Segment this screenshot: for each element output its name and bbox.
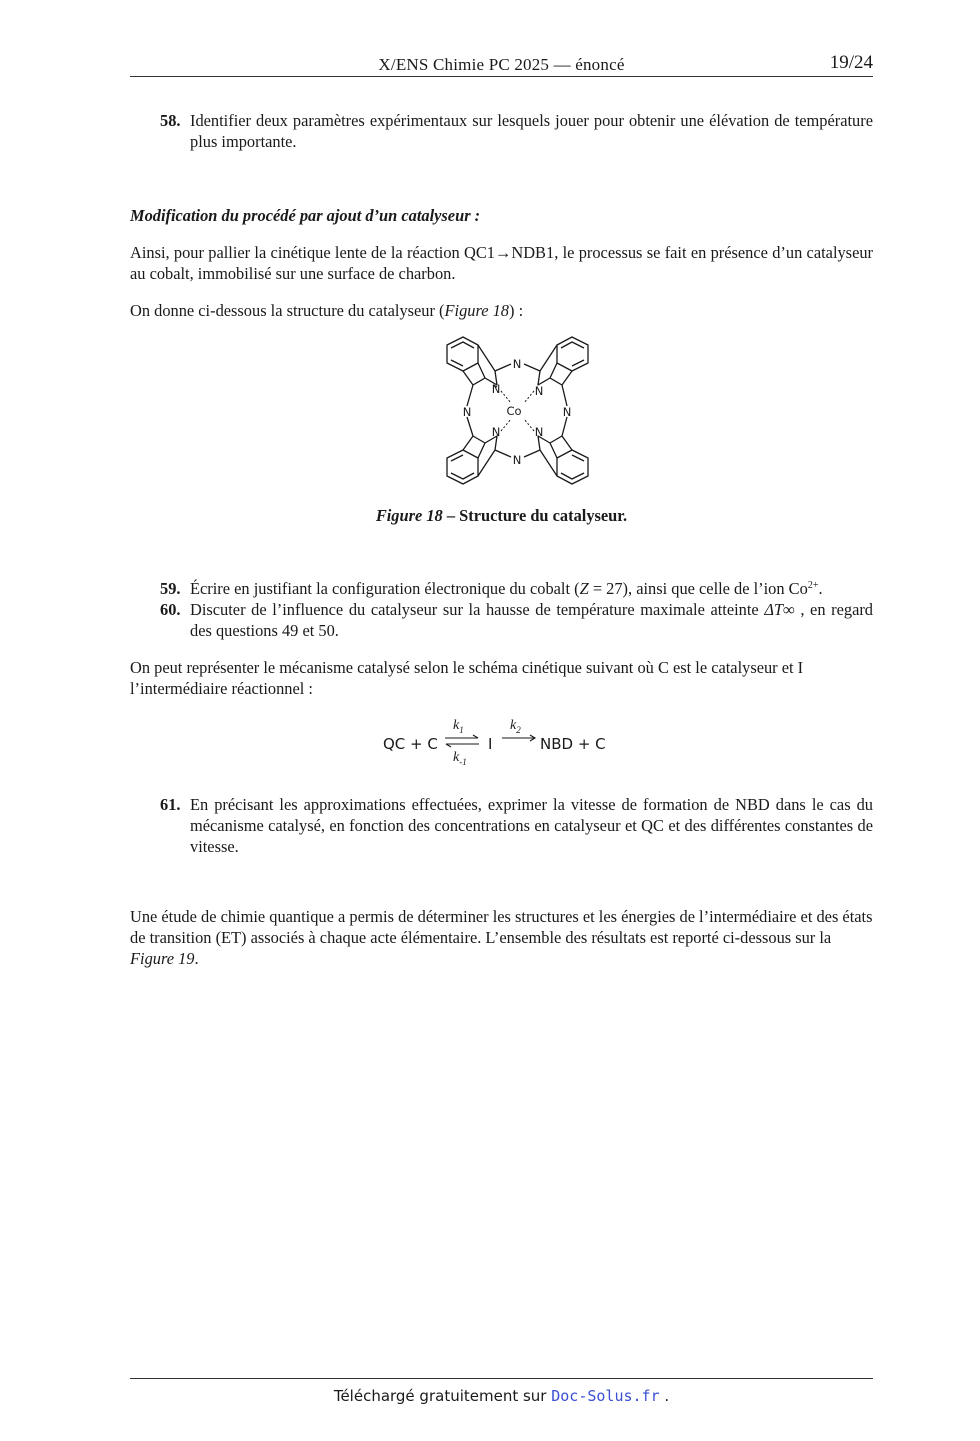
equilibrium-arrows	[444, 734, 480, 748]
paragraph-structure-intro	[130, 300, 873, 321]
caption-dash: –	[442, 506, 460, 525]
text-run: Écrire en justifiant la configuration électronique du cobalt (	[190, 579, 580, 598]
caption-text: Structure du catalyseur.	[459, 506, 628, 525]
question-text: Identifier deux paramètres expérimentaux sur lesquels jouer pour obtenir une élévation de température plus importante.	[190, 111, 873, 151]
question-number: 61.	[160, 795, 181, 814]
footer-text: .	[659, 1387, 670, 1405]
section-heading	[130, 205, 873, 226]
header-title: X/ENS Chimie PC 2025 — énoncé	[378, 55, 625, 74]
text-run: , en regard des questions 49 et 50.	[190, 600, 873, 640]
k-symbol: k	[453, 750, 460, 765]
question-61	[160, 794, 873, 857]
question-60	[160, 599, 873, 641]
k-subscript: -1	[459, 756, 467, 767]
atom-n-left: N	[462, 405, 472, 419]
k-subscript: 1	[459, 724, 464, 735]
rate-constant-k2	[510, 718, 521, 735]
text-run: On donne ci-dessous la structure du catalyseur (	[130, 301, 445, 320]
text-run: .	[194, 949, 199, 968]
ion-charge: 2+	[807, 580, 819, 591]
footer	[130, 1387, 873, 1405]
question-number: 58.	[160, 111, 181, 130]
rate-constant-k1	[453, 718, 464, 735]
forward-arrow	[501, 734, 537, 742]
section-heading-text: Modification du procédé par ajout d’un catalyseur :	[130, 206, 481, 225]
question-text: En précisant les approximations effectuées, exprimer la vitesse de formation de NBD dans le cas du mécanisme catalysé, en fonction des concentrations en catalyseur et QC et des différentes constantes de vitesse.	[190, 795, 873, 856]
text-run: Une étude de chimie quantique a permis de déterminer les structures et les énergies de l’intermédiaire et des états de transition (ET) associés à chaque acte élémentaire. L’ensemble des résultats est reporté ci-dessous sur la	[130, 907, 873, 947]
paragraph-quantum-study	[130, 906, 873, 969]
figure-18-structure	[435, 333, 600, 488]
figure-18-caption	[130, 506, 873, 526]
pyrrole-ring	[478, 436, 497, 476]
question-text	[190, 599, 873, 641]
atom-n-inner-bl: N	[491, 425, 501, 439]
atom-n-inner-br: N	[534, 425, 544, 439]
pyrrole-ring	[538, 345, 557, 385]
scheme-intermediate: I	[488, 735, 493, 753]
question-59	[160, 578, 873, 599]
page-number: 19/24	[829, 52, 873, 73]
rate-constant-k-minus-1	[453, 750, 467, 767]
text-run: .	[818, 579, 823, 598]
k-symbol: k	[510, 718, 517, 733]
caption-label: Figure 18	[375, 506, 443, 525]
question-58	[160, 110, 873, 152]
atom-n-right: N	[562, 405, 572, 419]
footer-text: Téléchargé gratuitement sur	[333, 1387, 552, 1405]
pyrrole-ring	[538, 436, 557, 476]
paragraph-catalyst-intro: Ainsi, pour pallier la cinétique lente de la réaction QC1→NDB1, le processus se fait en présence d’un catalyseur au cobalt, immobilisé sur une surface de charbon.	[130, 243, 873, 283]
paragraph-mechanism-intro: On peut représenter le mécanisme catalysé selon le schéma cinétique suivant où C est le catalyseur et I l’intermédiaire réactionnel :	[130, 658, 804, 698]
atom-n-inner-tr: N	[534, 384, 544, 398]
question-number: 60.	[160, 600, 181, 619]
text-run: Discuter de l’influence du catalyseur sur la hausse de température maximale atteinte	[190, 600, 765, 619]
question-text	[190, 578, 873, 599]
atom-n-inner-tl: N	[491, 382, 501, 396]
k-symbol: k	[453, 718, 460, 733]
figure-reference: Figure 19	[130, 949, 195, 968]
k-subscript: 2	[516, 724, 521, 735]
question-number: 59.	[160, 579, 181, 598]
figure-reference: Figure 18	[444, 301, 510, 320]
scheme-reactants: QC + C	[383, 735, 438, 753]
atomic-number-symbol: Z	[579, 579, 589, 598]
text-run: = 27), ainsi que celle de l’ion Co	[588, 579, 808, 598]
atom-n-bottom: N	[512, 453, 522, 467]
atom-n-top: N	[512, 357, 522, 371]
text-run: ) :	[509, 301, 524, 320]
running-header	[130, 52, 873, 77]
doc-solus-link[interactable]: Doc-Solus.fr	[551, 1387, 660, 1405]
delta-t-symbol: ΔT∞	[764, 600, 795, 619]
footer-divider	[130, 1378, 873, 1379]
scheme-products: NBD + C	[540, 735, 606, 753]
atom-cobalt: Co	[506, 404, 522, 418]
kinetic-scheme	[370, 718, 630, 770]
pyrrole-ring	[478, 345, 497, 385]
